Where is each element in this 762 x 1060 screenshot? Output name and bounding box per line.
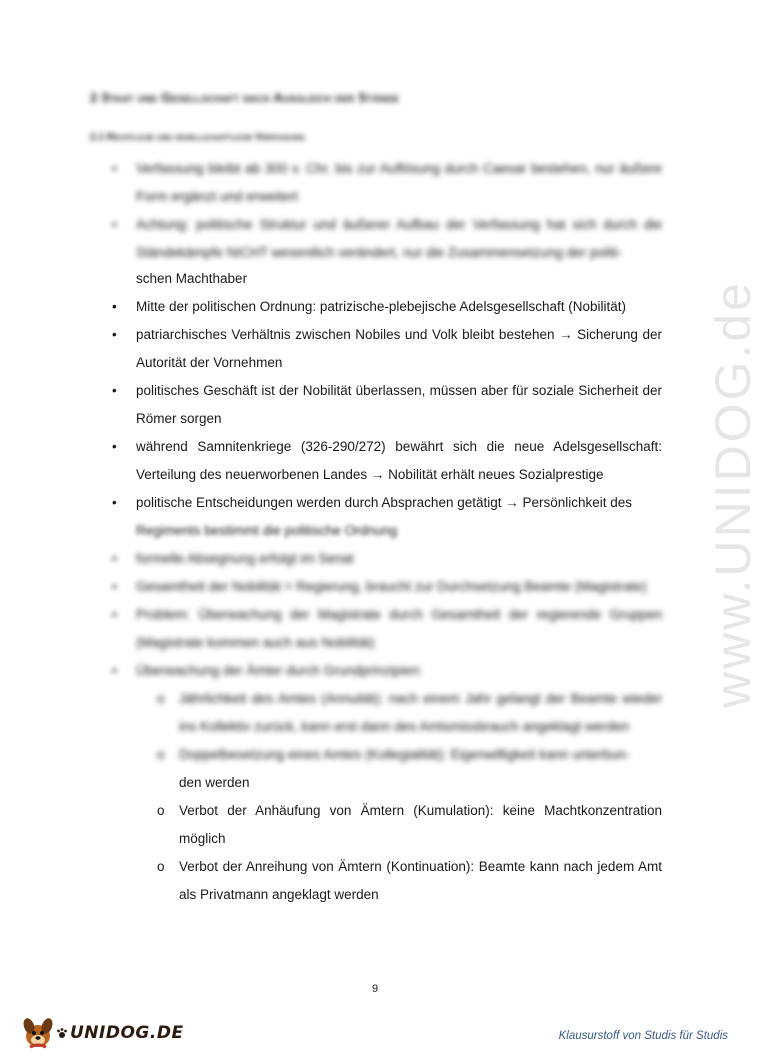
list-item: • politisches Geschäft ist der Nobilität überlassen, müssen aber für soziale Sicherheit der Römer sorgen: [112, 383, 662, 426]
list-item: • Verfassung bleibt ab 300 v. Chr. bis zur Auflösung durch Caesar bestehen, nur äußere Form ergänzt und erweitert: [112, 161, 662, 204]
sub-list-item: o Jährlichkeit des Amtes (Annuität): nach einem Jahr gelangt der Beamte wieder ins Kollektiv zurück, kann erst dann des Amtsmissbrauch angeklagt werden: [157, 691, 662, 734]
list-item-continuation: Regiments bestimmt die politische Ordnung: [136, 523, 398, 538]
list-item: • politische Entscheidungen werden durch Absprachen getätigt → Persönlichkeit des: [112, 495, 633, 510]
sub-list-item-continuation: den werden: [179, 775, 250, 790]
list-item: • Überwachung der Ämter durch Grundprinzipien:: [112, 663, 423, 678]
logo-text: UNIDOG.DE: [70, 1023, 184, 1043]
sub-list-item: o Verbot der Anreihung von Ämtern (Kontinuation): Beamte kann nach jedem Amt als Privatmann angeklagt werden: [157, 859, 662, 902]
list-item: • Problem: Überwachung der Magistrate durch Gesamtheit der regierende Gruppen (Magistrate kommen auch aus Nobilität): [112, 607, 662, 650]
list-item: • patriarchisches Verhältnis zwischen Nobiles und Volk bleibt bestehen → Sicherung der Autorität der Vornehmen: [112, 327, 662, 370]
bullet-list: [112, 155, 662, 909]
list-item: • formelle Absegnung erfolgt im Senat: [112, 551, 354, 566]
list-item-continuation: schen Machthaber: [136, 271, 248, 286]
list-item: • Achtung: politische Struktur und äußerer Aufbau der Verfassung hat sich durch die Ständekämpfe NICHT wesentlich verändert, nur die Zusammensetzung der politi-: [112, 217, 662, 260]
sub-list-item: o Doppelbesetzung eines Amtes (Kollegialität): Eigenwilligkeit kann unterbun-: [157, 747, 631, 762]
page-number: 9: [371, 983, 379, 995]
unidog-logo: [18, 1016, 184, 1050]
list-item: • Mitte der politischen Ordnung: patrizische-plebejische Adelsgesellschaft (Nobilität): [112, 299, 626, 314]
subsection-heading: 2.1 Rechtliche und gesellschaftliche Verfassung: [90, 132, 306, 143]
footer-slogan: Klausurstoff von Studis für Studis: [558, 1030, 728, 1042]
list-item: • Gesamtheit der Nobilität = Regierung, braucht zur Durchsetzung Beamte (Magistrate): [112, 579, 647, 594]
paw-icon: [56, 1027, 68, 1039]
dog-mascot-icon: [18, 1016, 58, 1050]
list-item: • während Samnitenkriege (326-290/272) bewährt sich die neue Adelsgesellschaft: Verteilung des neuerworbenen Landes → Nobilität erhält neues Sozialprestige: [112, 439, 662, 482]
sub-list-item: o Verbot der Anhäufung von Ämtern (Kumulation): keine Machtkonzentration möglich: [157, 803, 662, 846]
section-heading: 2 Staat und Gesellschaft nach Ausgleich der Stände: [90, 90, 400, 105]
watermark: www.UNIDOG.de: [705, 280, 761, 708]
